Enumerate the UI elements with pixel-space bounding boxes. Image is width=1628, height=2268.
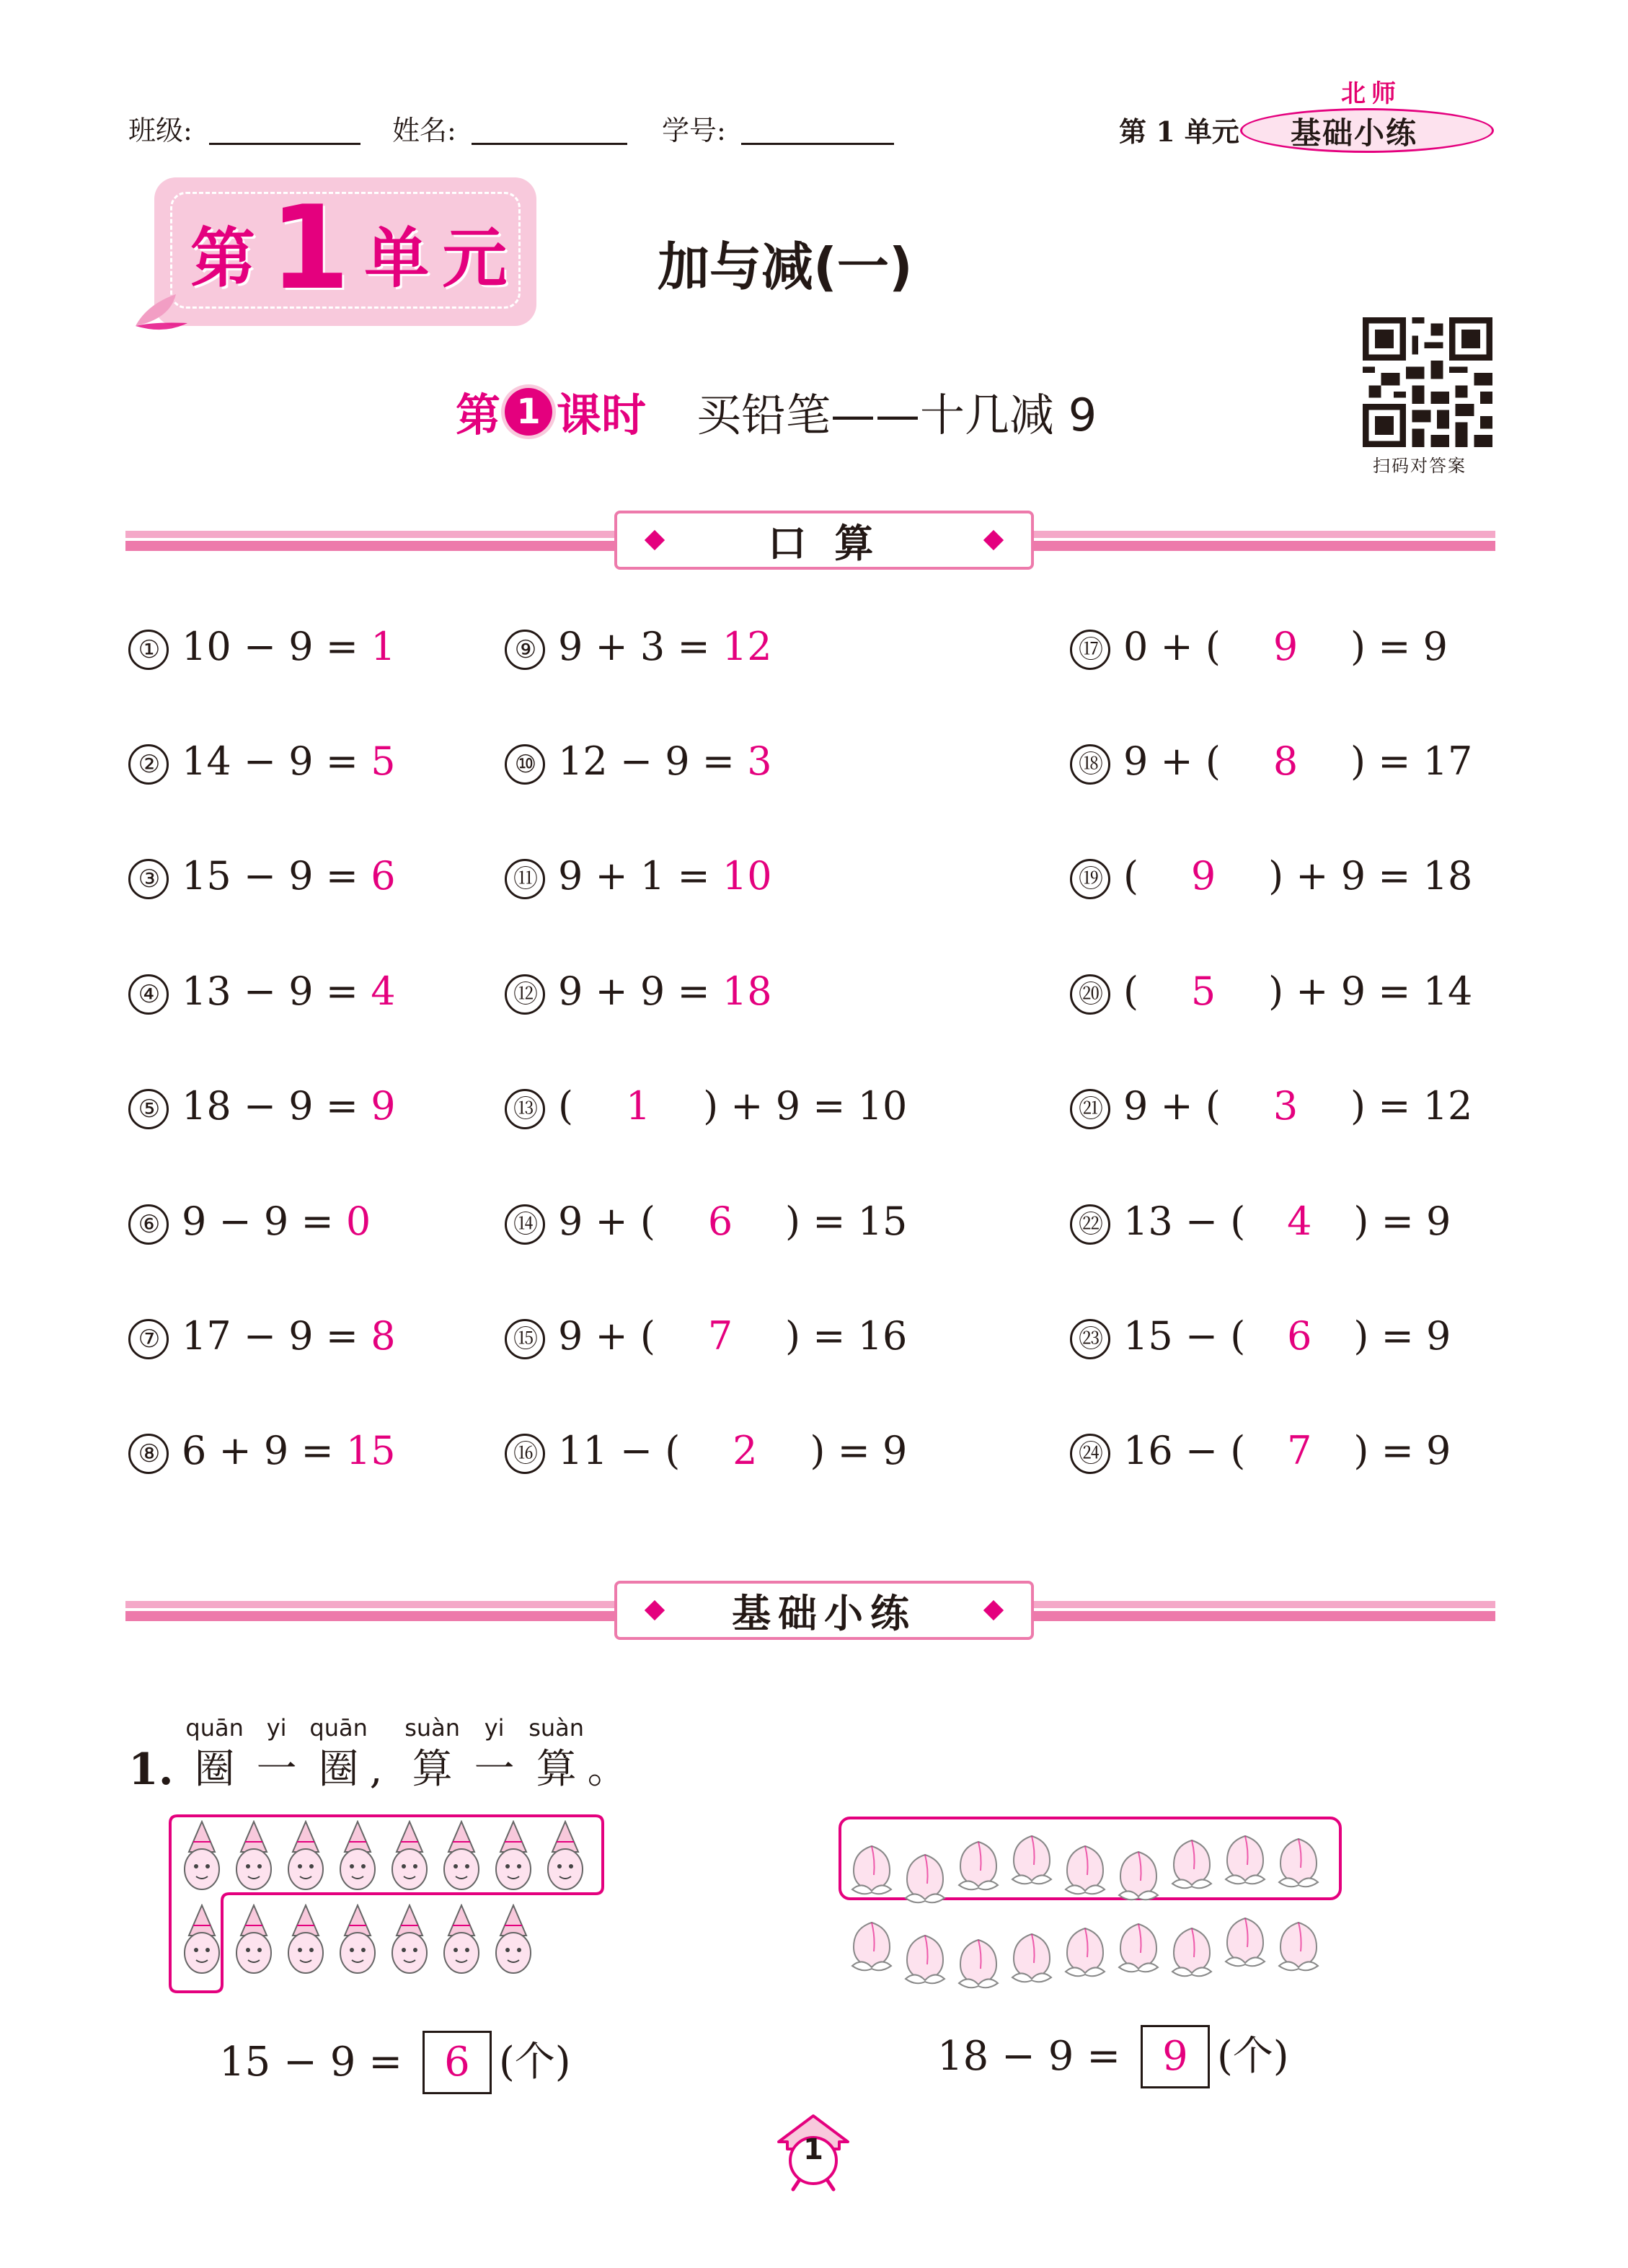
unit-suffix: 单元	[364, 221, 521, 296]
peach-icon	[1272, 1915, 1325, 1976]
hat-egg-icon	[332, 1904, 384, 1976]
qr-code-icon[interactable]	[1363, 317, 1492, 447]
answer-blank[interactable]: 9	[1273, 624, 1299, 669]
peach-icon	[845, 1915, 898, 1976]
problem-17: ⑰ 0 + ( 9 ) = 9	[1070, 622, 1448, 672]
exercise-1-prompt	[128, 1713, 628, 1797]
student-id-blank[interactable]	[741, 143, 894, 145]
problem-6: ⑥ 9 − 9 = 0	[128, 1196, 371, 1247]
section-header-oral	[614, 511, 1034, 570]
problem-14: ⑭ 9 + ( 6 ) = 15	[505, 1196, 907, 1247]
hat-egg-icon	[384, 1904, 435, 1976]
peach-icon	[1005, 1829, 1058, 1889]
answer-blank[interactable]: 9	[1190, 853, 1216, 899]
period: 。	[587, 1746, 628, 1793]
class-blank[interactable]	[209, 143, 360, 145]
peach-icon	[1272, 1832, 1325, 1892]
word-1: quān 圈	[185, 1714, 244, 1793]
name-blank[interactable]	[472, 143, 627, 145]
problem-12: ⑫ 9 + 9 = 18	[505, 966, 772, 1017]
hat-egg-icon	[280, 1904, 332, 1976]
peach-icon	[952, 1933, 1005, 1993]
answer[interactable]: 3	[747, 738, 772, 784]
exercise-number: 1.	[128, 1744, 174, 1795]
brand-logo	[1240, 74, 1500, 160]
problem-19: ⑲ ( 9 ) + 9 = 18	[1070, 851, 1472, 901]
answer-blank[interactable]: 7	[1287, 1428, 1312, 1473]
peach-icon	[1005, 1927, 1058, 1987]
problem-2: ② 14 − 9 = 5	[128, 736, 396, 787]
diamond-icon	[983, 1600, 1004, 1620]
peach-icon	[1112, 1845, 1165, 1905]
diamond-icon	[983, 530, 1004, 550]
problem-3: ③ 15 − 9 = 6	[128, 851, 396, 901]
diamond-icon	[645, 1600, 665, 1620]
peach-icon	[1218, 1911, 1272, 1972]
answer[interactable]: 9	[371, 1083, 396, 1129]
hat-row-bottom	[176, 1904, 539, 1976]
answer-blank[interactable]: 2	[733, 1428, 758, 1473]
lesson-pre: 第	[456, 389, 501, 441]
answer[interactable]: 0	[345, 1199, 371, 1244]
hat-egg-icon	[487, 1904, 539, 1976]
header-unit-label: 第 1 单元	[1119, 115, 1239, 148]
peach-icon	[952, 1835, 1005, 1895]
word-4: suàn 算	[404, 1714, 461, 1793]
diamond-icon	[645, 530, 665, 550]
hat-egg-icon	[176, 1820, 228, 1892]
answer[interactable]: 12	[722, 624, 772, 669]
answer-blank[interactable]: 6	[1287, 1313, 1312, 1359]
answer-blank[interactable]: 6	[707, 1199, 733, 1244]
equation-left: 15 − 9 = 6 (个)	[219, 2031, 571, 2094]
problem-18: ⑱ 9 + ( 8 ) = 17	[1070, 736, 1472, 787]
word-6: suàn 算	[528, 1714, 585, 1793]
hat-egg-icon	[332, 1820, 384, 1892]
unit-prefix: 第	[190, 221, 255, 296]
peach-icon	[1112, 1917, 1165, 1977]
answer[interactable]: 1	[371, 624, 396, 669]
problem-21: ㉑ 9 + ( 3 ) = 12	[1070, 1081, 1472, 1131]
peach-icon	[898, 1928, 952, 1989]
problem-24: ㉔ 16 − ( 7 ) = 9	[1070, 1426, 1451, 1476]
problem-9: ⑨ 9 + 3 = 12	[505, 622, 772, 672]
answer-blank[interactable]: 1	[625, 1083, 651, 1129]
problem-8: ⑧ 6 + 9 = 15	[128, 1426, 396, 1476]
name-label: 姓名:	[392, 115, 456, 146]
brand-series: 基础小练	[1291, 115, 1418, 151]
lesson-number-badge: 1	[505, 388, 552, 436]
peach-icon	[1218, 1829, 1272, 1889]
problem-13: ⑬ ( 1 ) + 9 = 10	[505, 1081, 907, 1131]
peach-icon	[1165, 1921, 1218, 1982]
student-id-label: 学号:	[662, 115, 726, 146]
answer[interactable]: 8	[371, 1313, 396, 1359]
answer-blank[interactable]: 3	[1273, 1083, 1299, 1129]
word-3: quān 圈	[309, 1714, 368, 1793]
lesson-header	[456, 379, 1097, 444]
answer-blank[interactable]: 5	[1190, 968, 1216, 1014]
answer-blank[interactable]: 7	[707, 1313, 733, 1359]
problem-1: ① 10 − 9 = 1	[128, 622, 396, 672]
unit-banner	[154, 177, 536, 326]
peach-icon	[1058, 1839, 1112, 1899]
section-title-oral: 口 算	[767, 520, 881, 566]
problem-22: ㉒ 13 − ( 4 ) = 9	[1070, 1196, 1451, 1247]
word-5: yi 一	[474, 1714, 515, 1793]
problem-23: ㉓ 15 − ( 6 ) = 9	[1070, 1311, 1451, 1362]
section-title-basic: 基础小练	[732, 1590, 916, 1636]
lesson-title: 买铅笔——十几减 9	[696, 389, 1097, 441]
problem-10: ⑩ 12 − 9 = 3	[505, 736, 772, 787]
problem-15: ⑮ 9 + ( 7 ) = 16	[505, 1311, 907, 1362]
problem-20: ⑳ ( 5 ) + 9 = 14	[1070, 966, 1472, 1017]
equation-right: 18 − 9 = 9 (个)	[937, 2025, 1289, 2088]
unit-title	[190, 180, 521, 315]
answer[interactable]: 15	[345, 1428, 396, 1473]
problem-11: ⑪ 9 + 1 = 10	[505, 851, 772, 901]
peach-row-top	[845, 1829, 1325, 1908]
comma: ,	[369, 1746, 383, 1793]
hat-egg-icon	[435, 1820, 487, 1892]
leaf-icon	[133, 290, 190, 333]
brand-publisher: 北师	[1341, 79, 1402, 108]
problem-7: ⑦ 17 − 9 = 8	[128, 1311, 396, 1362]
unit-number: 1	[270, 180, 350, 315]
page-number: 1	[803, 2133, 823, 2166]
hat-egg-icon	[280, 1820, 332, 1892]
answer[interactable]: 4	[371, 968, 396, 1014]
hat-egg-icon	[487, 1820, 539, 1892]
class-label: 班级:	[128, 115, 193, 146]
peach-row-bottom	[845, 1911, 1325, 1993]
hat-egg-icon	[228, 1820, 280, 1892]
hat-egg-icon	[539, 1820, 591, 1892]
hat-egg-icon	[384, 1820, 435, 1892]
word-2: yi 一	[256, 1714, 297, 1793]
peach-icon	[1165, 1833, 1218, 1894]
unit-heading: 加与减(一)	[658, 237, 913, 297]
answer-box-left[interactable]: 6	[423, 2031, 492, 2094]
answer-blank[interactable]: 8	[1273, 738, 1299, 784]
peach-icon	[845, 1839, 898, 1899]
problem-16: ⑯ 11 − ( 2 ) = 9	[505, 1426, 907, 1476]
hat-row-top	[176, 1820, 591, 1892]
peach-icon	[1058, 1921, 1112, 1982]
problem-5: ⑤ 18 − 9 = 9	[128, 1081, 396, 1131]
lesson-post: 课时	[557, 389, 647, 441]
hat-egg-icon	[228, 1904, 280, 1976]
answer-blank[interactable]: 4	[1287, 1199, 1312, 1244]
hat-egg-icon	[435, 1904, 487, 1976]
qr-label: 扫码对答案	[1373, 456, 1466, 476]
answer[interactable]: 10	[722, 853, 772, 899]
lesson-tag	[456, 379, 646, 444]
answer[interactable]: 18	[722, 968, 772, 1014]
hat-egg-icon	[176, 1904, 228, 1976]
peach-icon	[898, 1848, 952, 1908]
answer[interactable]: 6	[371, 853, 396, 899]
answer-box-right[interactable]: 9	[1141, 2025, 1210, 2088]
section-header-basic	[614, 1581, 1034, 1640]
problem-4: ④ 13 − 9 = 4	[128, 966, 396, 1017]
answer[interactable]: 5	[371, 738, 396, 784]
